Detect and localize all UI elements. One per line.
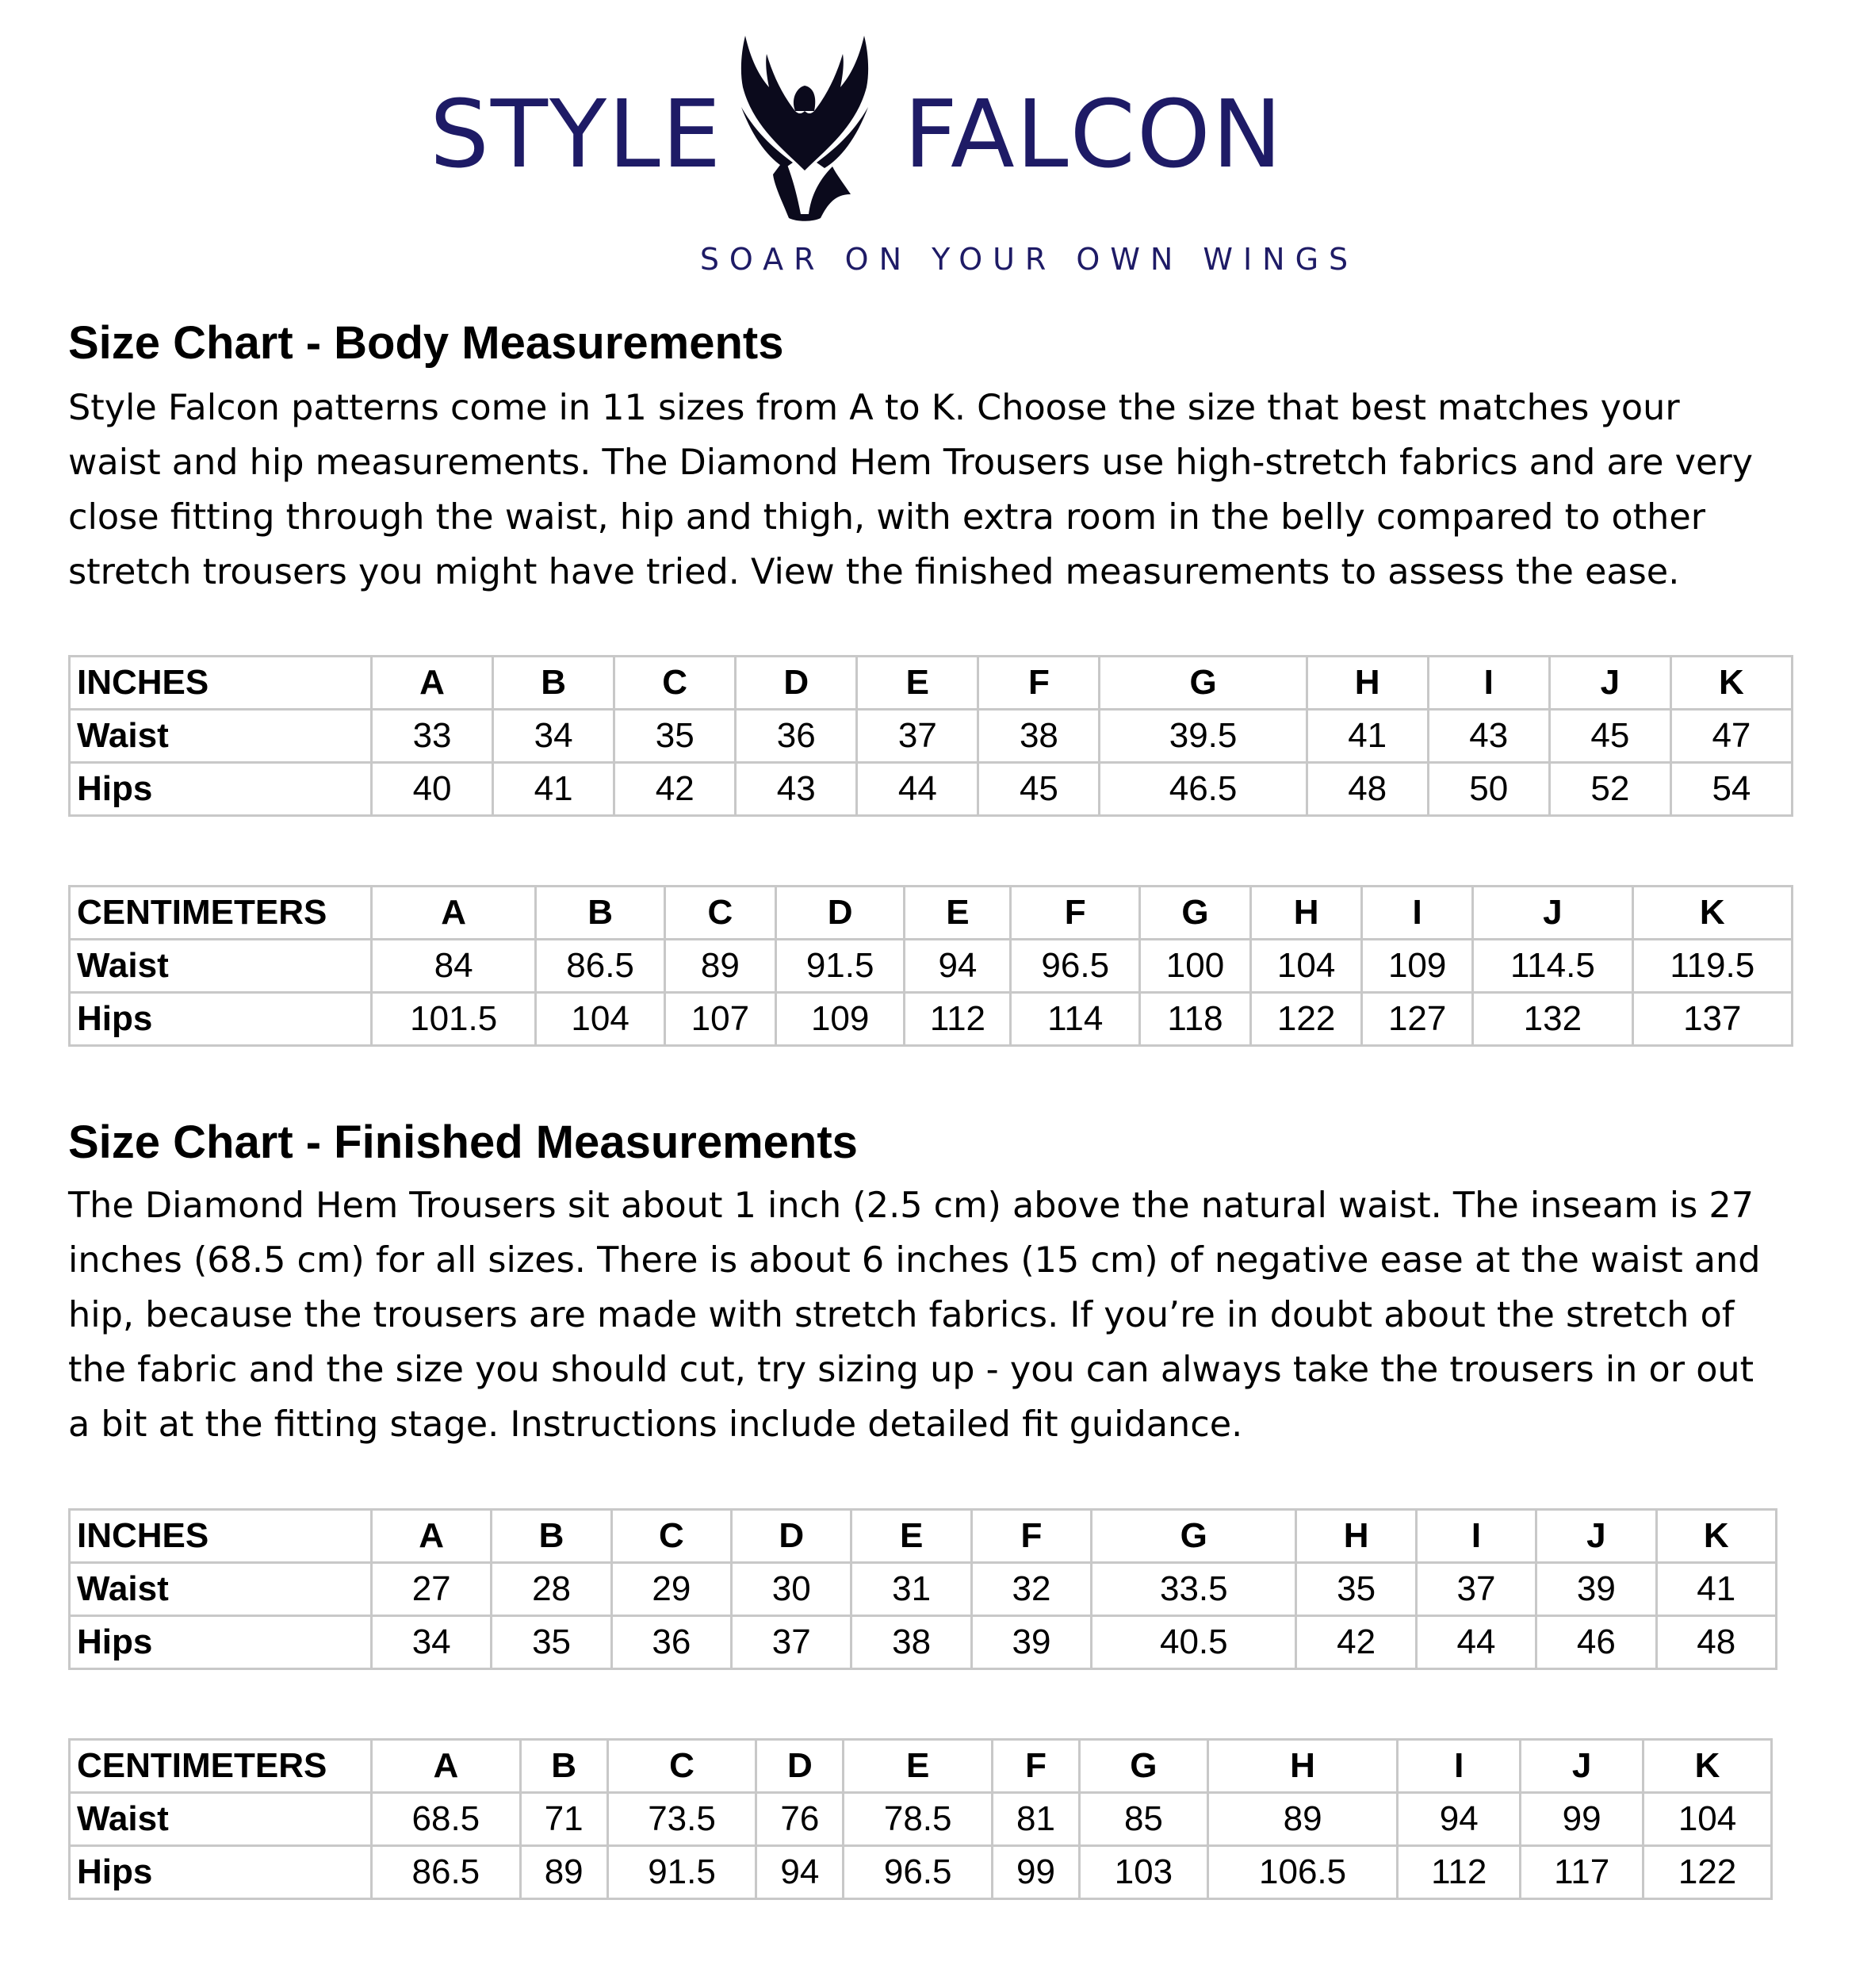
size-label: K (1643, 1740, 1772, 1793)
size-label: J (1536, 1510, 1656, 1563)
table-row (70, 1793, 1772, 1846)
size-label: K (1656, 1510, 1777, 1563)
table-cell: 54 (1670, 763, 1792, 816)
size-label: B (520, 1740, 607, 1793)
table-cell: 78.5 (844, 1793, 993, 1846)
size-label: H (1296, 1510, 1416, 1563)
unit-label: INCHES (70, 657, 372, 710)
size-label: G (1080, 1740, 1208, 1793)
size-label: K (1632, 887, 1792, 940)
table-cell: 84 (372, 940, 536, 993)
table-cell: 43 (1428, 710, 1549, 763)
table-cell: 45 (978, 763, 1100, 816)
size-label: D (736, 657, 857, 710)
row-label: Hips (70, 1616, 372, 1669)
table-cell: 50 (1428, 763, 1549, 816)
table-cell: 47 (1670, 710, 1792, 763)
table-cell: 103 (1080, 1846, 1208, 1899)
table-cell: 40 (372, 763, 493, 816)
table-cell: 118 (1139, 993, 1250, 1046)
table-row (70, 1563, 1777, 1616)
table-cell: 35 (614, 710, 736, 763)
table-cell: 85 (1080, 1793, 1208, 1846)
table-cell: 32 (971, 1563, 1091, 1616)
size-label: J (1549, 657, 1670, 710)
row-label: Waist (70, 1793, 372, 1846)
finished-section-description: The Diamond Hem Trousers sit about 1 inch (2.5 cm) above the natural waist. The inseam is 27 inches (68.5 cm) for all sizes. There is about 6 inches (15 cm) of negative ease at the waist and hip, because the trousers are made with stretch fabrics. If you’re in doubt about the stretch of the fabric and the size you should cut, try sizing up - you can always take the trousers in or out a bit at the fitting stage. Instructions include detailed fit guidance. (68, 1186, 1761, 1445)
body-centimeters-table (68, 885, 1793, 1047)
table-cell: 119.5 (1632, 940, 1792, 993)
table-cell: 104 (1643, 1793, 1772, 1846)
table-cell: 114 (1011, 993, 1139, 1046)
table-cell: 99 (993, 1846, 1080, 1899)
size-label: D (775, 887, 904, 940)
table-cell: 100 (1139, 940, 1250, 993)
size-label: A (372, 657, 493, 710)
table-cell: 107 (664, 993, 775, 1046)
size-label: E (844, 1740, 993, 1793)
size-label: A (372, 887, 536, 940)
table-row (70, 1846, 1772, 1899)
size-label: A (372, 1510, 492, 1563)
table-cell: 101.5 (372, 993, 536, 1046)
table-cell: 99 (1521, 1793, 1643, 1846)
table-cell: 37 (1416, 1563, 1536, 1616)
size-label: I (1398, 1740, 1521, 1793)
table-cell: 37 (732, 1616, 851, 1669)
table-header-row (70, 1740, 1772, 1793)
table-cell: 122 (1251, 993, 1362, 1046)
falcon-logo-icon (710, 32, 900, 230)
size-label: C (611, 1510, 731, 1563)
table-cell: 33.5 (1092, 1563, 1296, 1616)
brand-tagline: SOAR ON YOUR OWN WINGS (699, 242, 1359, 277)
size-label: G (1100, 657, 1307, 710)
size-label: F (978, 657, 1100, 710)
table-cell: 39 (971, 1616, 1091, 1669)
table-cell: 52 (1549, 763, 1670, 816)
size-label: G (1139, 887, 1250, 940)
brand-word-style: STYLE (430, 79, 723, 189)
table-cell: 30 (732, 1563, 851, 1616)
size-label: D (732, 1510, 851, 1563)
table-cell: 45 (1549, 710, 1670, 763)
table-cell: 109 (775, 993, 904, 1046)
size-label: D (756, 1740, 844, 1793)
table-cell: 37 (857, 710, 978, 763)
table-row (70, 1616, 1777, 1669)
size-label: I (1428, 657, 1549, 710)
unit-label: CENTIMETERS (70, 1740, 372, 1793)
table-cell: 96.5 (844, 1846, 993, 1899)
table-cell: 81 (993, 1793, 1080, 1846)
brand-header (0, 32, 1852, 285)
size-label: I (1416, 1510, 1536, 1563)
table-cell: 76 (756, 1793, 844, 1846)
table-cell: 42 (614, 763, 736, 816)
table-cell: 112 (1398, 1846, 1521, 1899)
table-cell: 104 (1251, 940, 1362, 993)
table-cell: 132 (1473, 993, 1632, 1046)
row-label: Waist (70, 1563, 372, 1616)
table-cell: 35 (492, 1616, 611, 1669)
size-label: J (1473, 887, 1632, 940)
row-label: Hips (70, 993, 372, 1046)
size-label: C (664, 887, 775, 940)
table-header-row (70, 887, 1793, 940)
table-cell: 41 (1307, 710, 1428, 763)
table-cell: 109 (1362, 940, 1473, 993)
row-label: Waist (70, 710, 372, 763)
table-cell: 122 (1643, 1846, 1772, 1899)
table-cell: 106.5 (1207, 1846, 1397, 1899)
size-label: E (905, 887, 1011, 940)
table-cell: 39.5 (1100, 710, 1307, 763)
table-cell: 94 (1398, 1793, 1521, 1846)
table-row (70, 763, 1793, 816)
table-cell: 29 (611, 1563, 731, 1616)
table-cell: 36 (736, 710, 857, 763)
brand-word-falcon: FALCON (904, 79, 1284, 189)
unit-label: CENTIMETERS (70, 887, 372, 940)
table-cell: 41 (1656, 1563, 1777, 1616)
size-label: C (614, 657, 736, 710)
size-label: I (1362, 887, 1473, 940)
table-cell: 89 (1207, 1793, 1397, 1846)
size-label: G (1092, 1510, 1296, 1563)
table-cell: 39 (1536, 1563, 1656, 1616)
table-cell: 68.5 (372, 1793, 521, 1846)
table-cell: 36 (611, 1616, 731, 1669)
size-label: F (971, 1510, 1091, 1563)
size-label: F (1011, 887, 1139, 940)
body-section-title: Size Chart - Body Measurements (68, 317, 784, 369)
table-cell: 33 (372, 710, 493, 763)
table-cell: 42 (1296, 1616, 1416, 1669)
table-cell: 27 (372, 1563, 492, 1616)
table-cell: 89 (664, 940, 775, 993)
table-cell: 41 (493, 763, 614, 816)
table-cell: 86.5 (536, 940, 664, 993)
table-cell: 31 (851, 1563, 971, 1616)
size-label: B (493, 657, 614, 710)
size-label: J (1521, 1740, 1643, 1793)
table-cell: 46 (1536, 1616, 1656, 1669)
table-cell: 44 (857, 763, 978, 816)
table-cell: 48 (1307, 763, 1428, 816)
size-label: B (492, 1510, 611, 1563)
table-cell: 94 (905, 940, 1011, 993)
finished-inches-table (68, 1508, 1777, 1670)
table-cell: 104 (536, 993, 664, 1046)
table-cell: 114.5 (1473, 940, 1632, 993)
size-label: A (372, 1740, 521, 1793)
row-label: Hips (70, 1846, 372, 1899)
table-row (70, 993, 1793, 1046)
table-cell: 137 (1632, 993, 1792, 1046)
table-cell: 94 (756, 1846, 844, 1899)
table-cell: 35 (1296, 1563, 1416, 1616)
table-cell: 40.5 (1092, 1616, 1296, 1669)
table-cell: 96.5 (1011, 940, 1139, 993)
table-row (70, 710, 1793, 763)
size-label: H (1307, 657, 1428, 710)
table-header-row (70, 657, 1793, 710)
table-cell: 73.5 (607, 1793, 756, 1846)
table-cell: 48 (1656, 1616, 1777, 1669)
finished-centimeters-table (68, 1738, 1773, 1900)
table-cell: 91.5 (775, 940, 904, 993)
table-cell: 28 (492, 1563, 611, 1616)
unit-label: INCHES (70, 1510, 372, 1563)
table-cell: 34 (493, 710, 614, 763)
table-cell: 89 (520, 1846, 607, 1899)
table-cell: 127 (1362, 993, 1473, 1046)
table-header-row (70, 1510, 1777, 1563)
size-label: H (1207, 1740, 1397, 1793)
size-label: F (993, 1740, 1080, 1793)
table-cell: 91.5 (607, 1846, 756, 1899)
table-cell: 38 (978, 710, 1100, 763)
body-inches-table (68, 655, 1793, 817)
body-section-description: Style Falcon patterns come in 11 sizes from A to K. Choose the size that best matches your waist and hip measurements. The Diamond Hem Trousers use high-stretch fabrics and are very close fitting through the waist, hip and thigh, with extra room in the belly compared to other stretch trousers you might have tried. View the finished measurements to assess the ease. (68, 388, 1753, 592)
table-cell: 86.5 (372, 1846, 521, 1899)
table-cell: 71 (520, 1793, 607, 1846)
table-cell: 117 (1521, 1846, 1643, 1899)
table-cell: 34 (372, 1616, 492, 1669)
table-cell: 44 (1416, 1616, 1536, 1669)
table-cell: 46.5 (1100, 763, 1307, 816)
size-label: K (1670, 657, 1792, 710)
table-row (70, 940, 1793, 993)
table-cell: 43 (736, 763, 857, 816)
table-cell: 112 (905, 993, 1011, 1046)
row-label: Waist (70, 940, 372, 993)
size-label: E (857, 657, 978, 710)
finished-section-title: Size Chart - Finished Measurements (68, 1117, 858, 1168)
size-label: C (607, 1740, 756, 1793)
table-cell: 38 (851, 1616, 971, 1669)
size-label: E (851, 1510, 971, 1563)
size-label: H (1251, 887, 1362, 940)
row-label: Hips (70, 763, 372, 816)
size-label: B (536, 887, 664, 940)
